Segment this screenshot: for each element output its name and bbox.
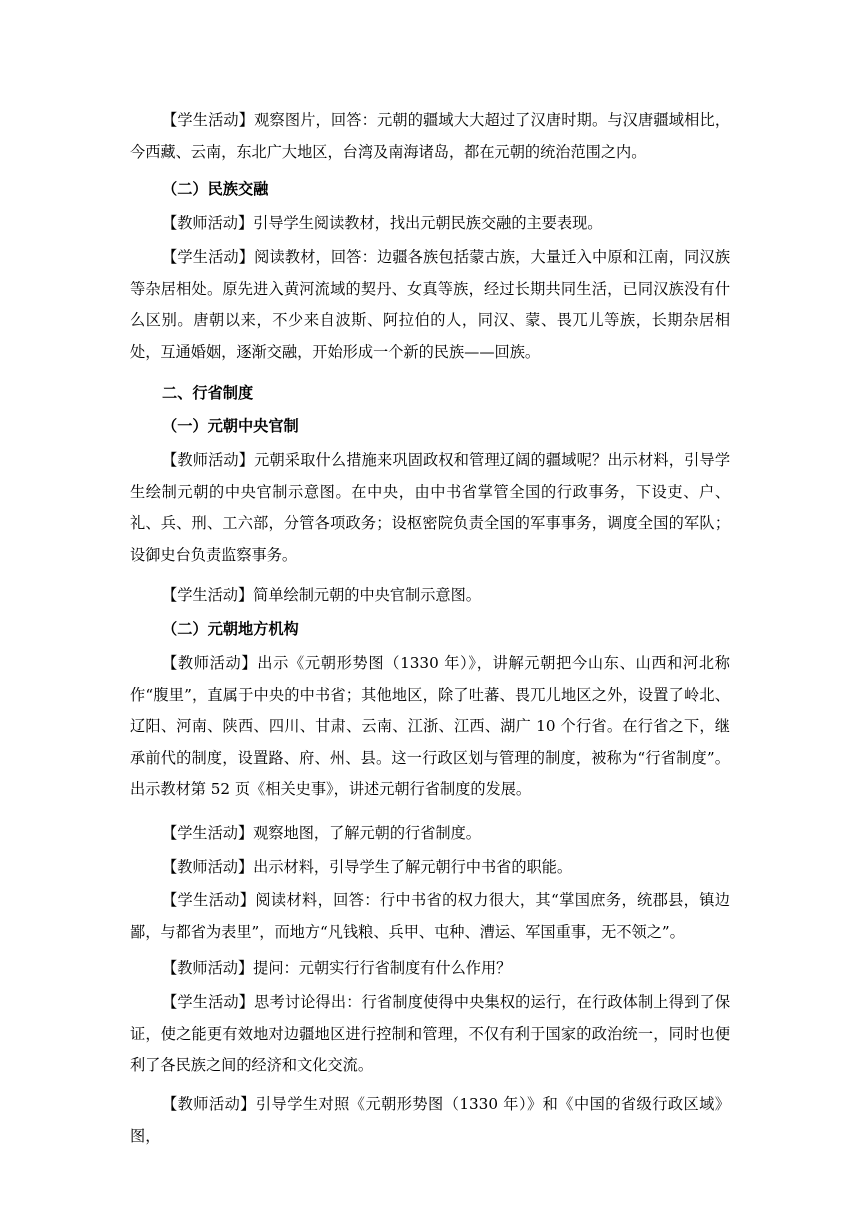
paragraph-student-activity-observe: 【学生活动】观察地图，了解元朝的行省制度。: [162, 824, 481, 842]
heading-ethnic-integration: （二）民族交融: [162, 180, 269, 198]
paragraph-teacher-activity-question: 【教师活动】提问：元朝实行行省制度有什么作用？: [162, 959, 512, 977]
paragraph-teacher-activity-map: 【教师活动】出示《元朝形势图（1330 年）》，讲解元朝把今山东、山西和河北称作“腹里”，直属于中央的中书省；其他地区，除了吐蕃、畏兀儿地区之外，设置了岭北、辽阳、河南、陕西、四川、甘肃、云南、江浙、江西、湖广 10 个行省。在行省之下，继承前代的制度，设置路、府、州、县。这一行政区划与管理的制度，被称为“行省制度”。出示教材第 52 页《相关史事》，讲述元朝行省制度的发展。: [130, 654, 730, 799]
paragraph-teacher-activity-compare: 【教师活动】引导学生对照《元朝形势图（1330 年）》和《中国的省级行政区域》图，: [130, 1095, 730, 1145]
heading-central-officials: （一）元朝中央官制: [162, 417, 299, 435]
paragraph-teacher-activity-central: 【教师活动】元朝采取什么措施来巩固政权和管理辽阔的疆域呢？出示材料，引导学生绘制元朝的中央官制示意图。在中央，由中书省掌管全国的行政事务，下设吏、户、礼、兵、刑、工六部，分管各项政务；设枢密院负责全国的军事事务，调度全国的军队；设御史台负责监察事务。: [130, 451, 730, 564]
heading-province-system: 二、行省制度: [162, 384, 254, 402]
paragraph-student-activity-discuss: 【学生活动】思考讨论得出：行省制度使得中央集权的运行，在行政体制上得到了保证，使之能更有效地对边疆地区进行控制和管理，不仅有利于国家的政治统一，同时也便利了各民族之间的经济和文化交流。: [130, 993, 730, 1075]
paragraph-student-activity-territory: 【学生活动】观察图片，回答：元朝的疆域大大超过了汉唐时期。与汉唐疆域相比，今西藏、云南，东北广大地区，台湾及南海诸岛，都在元朝的统治范围之内。: [130, 111, 730, 161]
paragraph-student-activity-read: 【学生活动】阅读材料，回答：行中书省的权力很大，其“掌国庶务，统郡县，镇边鄙，与都省为表里”，而地方“凡钱粮、兵甲、屯种、漕运、军国重事，无不领之”。: [130, 891, 730, 941]
paragraph-teacher-activity-read: 【教师活动】引导学生阅读教材，找出元朝民族交融的主要表现。: [162, 214, 603, 232]
paragraph-teacher-activity-material: 【教师活动】出示材料，引导学生了解元朝行中书省的职能。: [162, 858, 573, 876]
paragraph-student-activity-draw: 【学生活动】简单绘制元朝的中央官制示意图。: [162, 586, 481, 604]
heading-local-institutions: （二）元朝地方机构: [162, 620, 299, 638]
paragraph-student-activity-ethnic: 【学生活动】阅读教材，回答：边疆各族包括蒙古族，大量迁入中原和江南，同汉族等杂居相处。原先进入黄河流域的契丹、女真等族，经过长期共同生活，已同汉族没有什么区别。唐朝以来，不少来自波斯、阿拉伯的人，同汉、蒙、畏兀儿等族，长期杂居相处，互通婚姻，逐渐交融，开始形成一个新的民族——回族。: [130, 248, 730, 361]
